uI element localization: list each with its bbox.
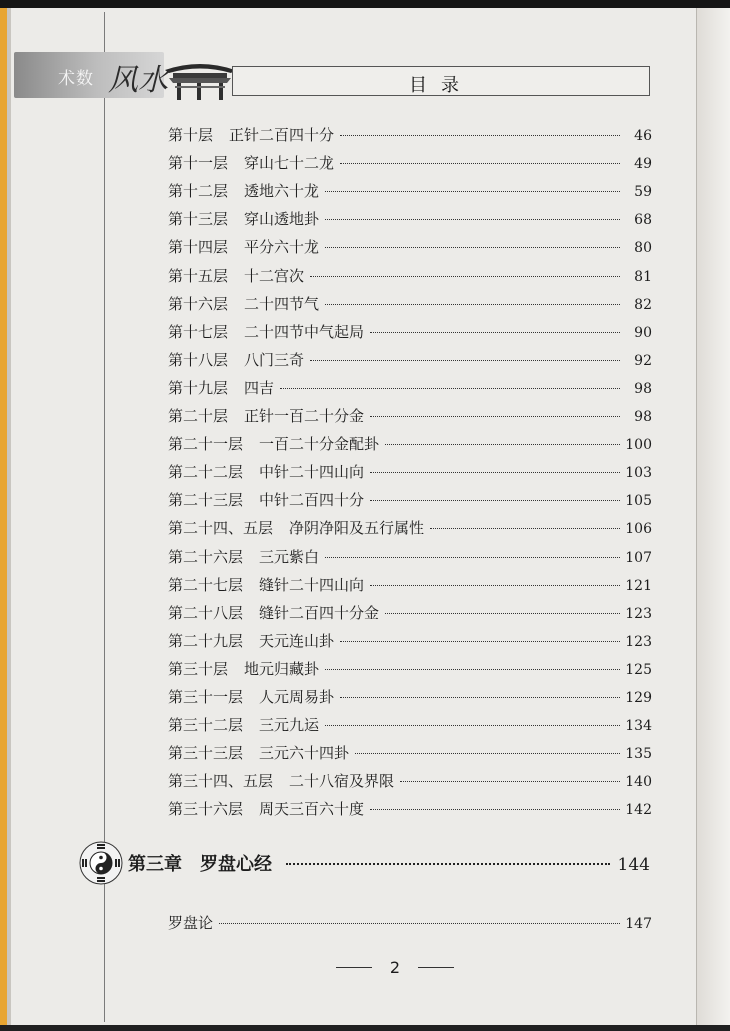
toc-entry[interactable] [168, 180, 652, 202]
toc-entry-title: 地元归藏卦 [244, 659, 320, 678]
chapter-entry[interactable] [128, 850, 650, 880]
logo-big-text: 风水 [108, 63, 168, 98]
toc-page-number: 123 [625, 605, 652, 622]
toc-layer-label: 第二十四、五层 [168, 519, 274, 538]
toc-layer-label: 第三十层 [168, 659, 229, 678]
toc-layer-label: 第十层 [168, 126, 214, 144]
toc-page-number: 140 [625, 774, 652, 791]
leader-dots [370, 585, 620, 586]
toc-page-number: 123 [625, 633, 652, 650]
toc-layer-label: 第三十一层 [168, 688, 244, 706]
page-top-edge [0, 0, 730, 8]
toc-entry[interactable] [168, 124, 652, 146]
toc-layer-label: 第三十三层 [168, 744, 244, 763]
leader-dots [325, 669, 620, 670]
pagoda-roof-icon [163, 56, 237, 102]
toc-entry-title: 二十四节中气起局 [244, 322, 365, 341]
leader-dots [340, 697, 620, 698]
chapter-label: 第三章 [128, 854, 182, 875]
page-footer [336, 958, 454, 977]
toc-page-number: 121 [625, 577, 652, 594]
toc-entry-title: 三元六十四卦 [259, 744, 350, 763]
leader-dots [310, 360, 620, 361]
toc-entry[interactable] [168, 602, 652, 624]
toc-layer-label: 第十七层 [168, 322, 229, 341]
toc-entry-title: 二十四节气 [244, 294, 320, 313]
leader-dots [280, 388, 620, 389]
toc-entry[interactable] [168, 433, 652, 455]
toc-entry[interactable] [168, 349, 652, 371]
sub-entry-page: 147 [625, 916, 652, 932]
toc-page-number: 81 [634, 268, 652, 285]
toc-layer-label: 第二十层 [168, 407, 229, 425]
leader-dots [370, 472, 620, 473]
toc-page-number: 107 [625, 549, 652, 566]
leader-dots [325, 557, 620, 558]
footer-rule-right [418, 967, 454, 968]
toc-layer-label: 第二十二层 [168, 463, 244, 482]
toc-entry-title: 四吉 [244, 378, 275, 397]
toc-page-number: 134 [625, 718, 652, 735]
toc-page-number: 80 [634, 240, 652, 257]
toc-layer-label: 第十二层 [168, 182, 229, 201]
toc-entry[interactable] [168, 630, 652, 652]
toc-layer-label: 第三十四、五层 [168, 772, 274, 791]
toc-entry-title: 缝针二十四山向 [259, 575, 365, 594]
toc-page-number: 46 [634, 128, 652, 144]
leader-dots [340, 163, 620, 164]
toc-page-number: 129 [625, 690, 652, 706]
leader-dots [325, 304, 620, 305]
toc-entry[interactable] [168, 208, 652, 230]
leader-dots [325, 725, 620, 726]
leader-dots [370, 416, 620, 417]
leader-dots [325, 219, 620, 220]
leader-dots [430, 528, 620, 529]
toc-entry-title: 穿山七十二龙 [244, 154, 335, 173]
toc-entry-title: 中针二百四十分 [259, 491, 365, 510]
toc-layer-label: 第二十九层 [168, 631, 244, 650]
toc-layer-label: 第十三层 [168, 210, 229, 229]
leader-dots [370, 332, 620, 333]
toc-entry[interactable] [168, 742, 652, 764]
toc-entry-title: 八门三奇 [244, 350, 305, 369]
toc-layer-label: 第十八层 [168, 350, 229, 369]
toc-page-number: 135 [625, 746, 652, 763]
toc-entry-title: 三元紫白 [259, 547, 320, 566]
logo-small-text: 术数 [58, 69, 94, 89]
toc-title-box [232, 66, 650, 96]
toc-page-number: 90 [634, 324, 652, 341]
leader-dots [340, 135, 620, 136]
toc-entry[interactable] [168, 293, 652, 315]
toc-page-number: 49 [634, 156, 652, 173]
leader-dots [340, 641, 620, 642]
toc-entry-title: 正针二百四十分 [229, 126, 335, 144]
toc-layer-label: 第二十七层 [168, 575, 244, 594]
toc-layer-label: 第三十二层 [168, 716, 244, 735]
leader-dots [310, 276, 620, 277]
toc-page-number: 125 [625, 661, 652, 678]
page-right-line [696, 8, 697, 1025]
page-title: 目录 [409, 75, 473, 96]
toc-entry-title: 净阴净阳及五行属性 [289, 519, 425, 538]
leader-dots [400, 781, 620, 782]
toc-layer-label: 第二十一层 [168, 435, 244, 454]
toc-layer-label: 第十一层 [168, 154, 229, 173]
toc-entry-title: 三元九运 [259, 716, 320, 735]
leader-dots [325, 247, 620, 248]
toc-page-number: 106 [625, 521, 652, 538]
toc-entry[interactable] [168, 517, 652, 539]
footer-rule-left [336, 967, 372, 968]
toc-sub-entry[interactable] [168, 912, 652, 934]
toc-entry-title: 中针二十四山向 [259, 463, 365, 482]
chapter-page-number: 144 [617, 855, 650, 875]
toc-entry[interactable] [168, 798, 652, 820]
sub-entry-title: 罗盘论 [168, 914, 214, 932]
toc-entry-title: 一百二十分金配卦 [259, 435, 380, 454]
toc-page-number: 68 [634, 212, 652, 229]
page-right-edge [696, 8, 730, 1025]
leader-dots [219, 923, 620, 924]
toc-entry-title: 平分六十龙 [244, 238, 320, 257]
toc-entry[interactable] [168, 770, 652, 792]
toc-entry-title: 二十八宿及界限 [289, 772, 395, 791]
toc-entry[interactable] [168, 461, 652, 483]
toc-entry[interactable] [168, 686, 652, 708]
toc-entry[interactable] [168, 377, 652, 399]
page-bottom-edge [0, 1025, 730, 1031]
toc-layer-label: 第十九层 [168, 378, 229, 397]
toc-page-number: 98 [634, 380, 652, 397]
toc-entry[interactable] [168, 489, 652, 511]
toc-entry[interactable] [168, 265, 652, 287]
toc-layer-label: 第十六层 [168, 294, 229, 313]
toc-entry[interactable] [168, 658, 652, 680]
toc-entry-title: 人元周易卦 [259, 688, 335, 706]
toc-page-number: 103 [625, 465, 652, 482]
toc-layer-label: 第十四层 [168, 238, 229, 257]
toc-layer-label: 第二十八层 [168, 603, 244, 622]
toc-entry[interactable] [168, 321, 652, 343]
toc-entry-title: 十二宫次 [244, 266, 305, 285]
toc-entry-title: 正针一百二十分金 [244, 407, 365, 425]
toc-entry-title: 天元连山卦 [259, 631, 335, 650]
leader-dots [325, 191, 620, 192]
leader-dots [370, 500, 620, 501]
leader-dots [355, 753, 620, 754]
leader-dots [385, 444, 620, 445]
page-number: 2 [389, 958, 401, 977]
toc-entry[interactable] [168, 405, 652, 427]
toc-layer-label: 第三十六层 [168, 800, 244, 819]
chapter-leader-dots [286, 863, 610, 865]
toc-page-number: 98 [634, 409, 652, 425]
toc-page-number: 82 [634, 296, 652, 313]
taiji-bagua-icon [79, 841, 123, 885]
toc-entry-title: 缝针二百四十分金 [259, 603, 380, 622]
toc-entry[interactable] [168, 574, 652, 596]
toc-entry[interactable] [168, 152, 652, 174]
toc-entry-title: 透地六十龙 [244, 182, 320, 201]
toc-layer-label: 第二十三层 [168, 491, 244, 510]
toc-page-number: 105 [625, 493, 652, 510]
book-spine-edge [0, 8, 7, 1025]
toc-entry[interactable] [168, 714, 652, 736]
spine-shadow [7, 8, 11, 1025]
leader-dots [385, 613, 620, 614]
toc-entry[interactable] [168, 236, 652, 258]
toc-page-number: 59 [634, 184, 652, 201]
toc-page-number: 92 [634, 352, 652, 369]
toc-entry[interactable] [168, 546, 652, 568]
toc-layer-label: 第二十六层 [168, 547, 244, 566]
toc-layer-label: 第十五层 [168, 266, 229, 285]
toc-entry-title: 穿山透地卦 [244, 210, 320, 229]
toc-page-number: 142 [625, 802, 652, 819]
toc-entry-title: 周天三百六十度 [259, 800, 365, 819]
toc-page-number: 100 [625, 437, 652, 454]
chapter-title: 罗盘心经 [200, 854, 272, 875]
leader-dots [370, 809, 620, 810]
